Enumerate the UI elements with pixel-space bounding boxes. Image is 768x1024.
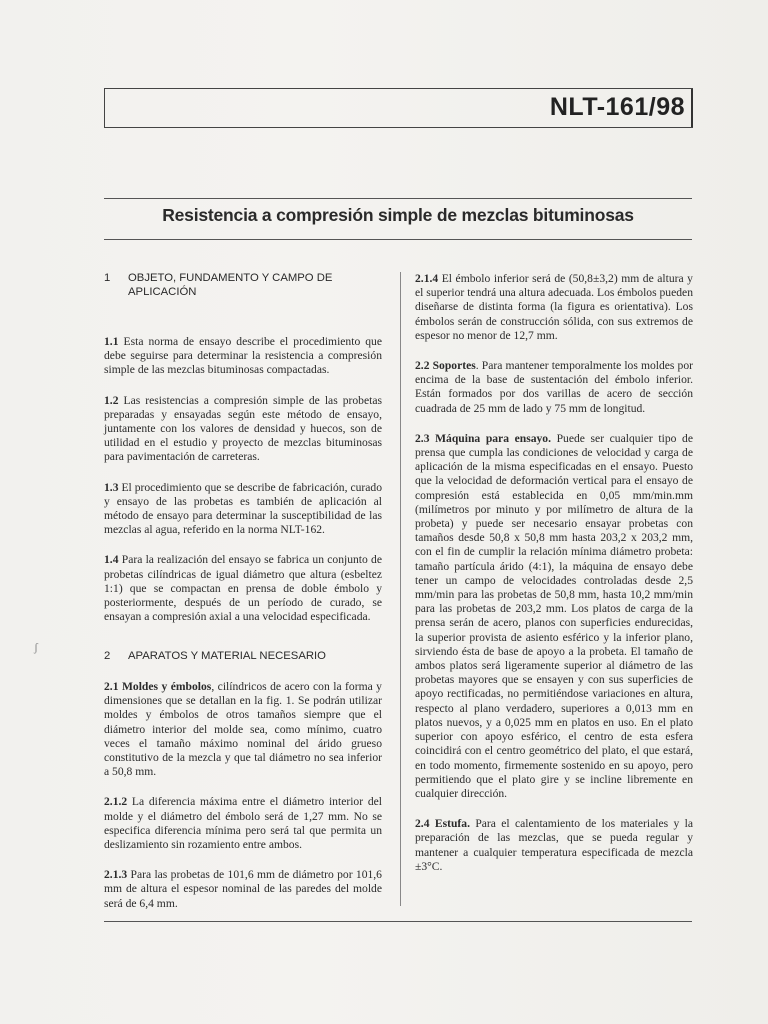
paragraph-text: Para el calentamiento de los materiales y la preparación de las mezclas, que se pueda regular y mantener a cualquier temperatura especificada de mezcla ±3°C. (415, 817, 694, 873)
page-title: Resistencia a compresión simple de mezclas bituminosas (162, 205, 634, 225)
paragraph-text: El procedimiento que se describe de fabricación, curado y ensayo de las probetas es también de aplicación al método de ensayo para determinar la susceptibilidad de las mezclas al agua, referido en la norma NLT-162. (104, 480, 382, 537)
paragraph-lead: Soportes (432, 359, 476, 373)
paragraph-text: Puede ser cualquier tipo de prensa que cumpla las condiciones de velocidad y carga de aplicación de la misma especificadas en el ensayo. Puesto que la velocidad de deformación vertical para el ensayo de compresión está establecida en 0,05 mm/min.mm (milímetros por minuto y por milímetro de altura de la probeta) y puede ser necesario ensayar probetas con tamaños desde 50,8 x 50,8 mm hasta 203,2 x 203,2 mm, con el fin de cumplir la relación mínima diámetro probeta: tamaño partícula árido (4:1), la máquina de ensayo debe tener un campo de velocidades controladas desde 2,5 mm/min para las probetas de 50,8 mm, hasta 10,2 mm/min para las probetas de 203,2 mm. Los platos de carga de la prensa serán de acero, planos con superficies endurecidas, la superior provista de asiento esférico y la inferior plano, sirviendo ésta de base de apoyo a la probeta. El tamaño de ambos platos será ligeramente superior al diámetro de las probetas mayores que se ensayen y con sus superficies de apoyo rectificadas, no permitiéndose variaciones en altura, respecto al plano verdadero, superiores a 0,013 mm en platos nuevos, y a 0,025 mm en platos en uso. En el plato superior con apoyo esférico, el centro de esta esfera coincidirá con el centro geométrico del plato, el que estará, en todo momento, firmemente sostenido en su apoyo, pero permitiendo que el plato gire y se incline libremente en cualquier dirección. (415, 431, 693, 800)
paragraph-lead: Estufa. (434, 817, 470, 831)
paragraph-2-2 (415, 359, 693, 416)
paragraph-text: . Para mantener temporalmente los moldes por encima de la base de sustentación del émbolo inferior. Están formados por dos varillas de acero de sección cuadrada de 25 mm de lado y 75 mm de longitud. (415, 359, 694, 415)
paragraph-text: Para la realización del ensayo se fabrica un conjunto de probetas cilíndricas de igual diámetro que altura (esbeltez 1:1) que se compactan en prensa de doble émbolo y posteriormente, después de un período de curado, se ensayan a compresión axial a una velocidad especificada. (104, 553, 383, 624)
title-rule-top (104, 198, 692, 199)
section-heading-2 (104, 650, 382, 664)
paragraph-number: 2.1.4 (415, 272, 439, 285)
paragraph-2-4 (415, 817, 693, 874)
paragraph-number: 2.2 (415, 359, 430, 373)
title-rule-bottom (104, 239, 692, 240)
paragraph-number: 1.4 (104, 553, 119, 567)
paragraph-1-1 (104, 335, 382, 378)
section-number: 1 (104, 272, 111, 284)
paragraph-text: Las resistencias a compresión simple de las probetas preparadas y ensayadas según este método de ensayo, juntamente con los valores de densidad y huecos, son de utilidad en el estudio y proyecto de mezclas bituminosas para pavimentación de carreteras. (104, 393, 382, 464)
margin-mark: ʃ (34, 640, 38, 654)
paragraph-text: La diferencia máxima entre el diámetro interior del molde y el diámetro del émbolo será de 1,27 mm. No se especifica diferencia mínima pero será tal que permita un deslizamiento sin rozamiento entre ambos. (104, 795, 382, 851)
norm-code: NLT-161/98 (549, 93, 685, 121)
paragraph-1-4 (104, 553, 382, 624)
paragraph-number: 1.2 (104, 393, 119, 407)
right-column (415, 272, 693, 874)
column-divider (400, 272, 401, 906)
section-title: APARATOS Y MATERIAL NECESARIO (128, 650, 326, 663)
norm-code-box (104, 88, 693, 128)
paragraph-number: 2.1.3 (104, 868, 128, 882)
bottom-rule (104, 921, 692, 922)
paragraph-text: Esta norma de ensayo describe el procedimiento que debe seguirse para determinar la resistencia a compresión simple de las mezclas bituminosas compactadas. (104, 335, 382, 377)
paragraph-lead: Máquina para ensayo. (435, 431, 551, 445)
paragraph-2-1-2 (104, 795, 382, 852)
section-number: 2 (104, 650, 111, 663)
paragraph-2-1-3 (104, 868, 382, 911)
paragraph-1-3 (104, 481, 382, 538)
paragraph-text: , cilíndricos de acero con la forma y dimensiones que se detallan en la fig. 1. Se podrán utilizar moldes y émbolos de otros tamaños siempre que el diámetro interior del molde sea, como mínimo, cuatro veces el tamaño máximo nominal del árido grueso constitutivo de la mezcla y que tal diámetro no sea inferior a 50,8 mm. (104, 679, 382, 779)
section-heading-1 (104, 272, 382, 299)
paragraph-2-1 (104, 680, 382, 779)
paragraph-2-1-4 (415, 272, 693, 343)
paragraph-number: 1.3 (104, 480, 119, 494)
paragraph-2-3 (415, 432, 693, 801)
paragraph-text: El émbolo inferior será de (50,8±3,2) mm de altura y el superior tendrá una altura adecuada. Los émbolos pueden diseñarse de distinta forma (la figura es orientativa). Los émbolos serán de construcción sólida, con sus extremos de espesor no menor de 12,7 mm. (415, 272, 693, 342)
code-box-right-bar (691, 89, 693, 127)
paragraph-number: 2.1.2 (104, 795, 128, 809)
paragraph-number: 2.4 (415, 817, 430, 831)
paragraph-number: 1.1 (104, 335, 119, 348)
paragraph-number: 2.3 (415, 431, 430, 445)
paragraph-lead: Moldes y émbolos (121, 679, 212, 693)
paragraph-number: 2.1 (104, 679, 119, 693)
left-column (104, 272, 382, 911)
paragraph-text: Para las probetas de 101,6 mm de diámetro por 101,6 mm de altura el espesor nominal de las paredes del molde será de 6,4 mm. (104, 868, 382, 910)
paragraph-1-2 (104, 394, 382, 465)
section-title: OBJETO, FUNDAMENTO Y CAMPO DE APLICACIÓN (128, 272, 333, 298)
